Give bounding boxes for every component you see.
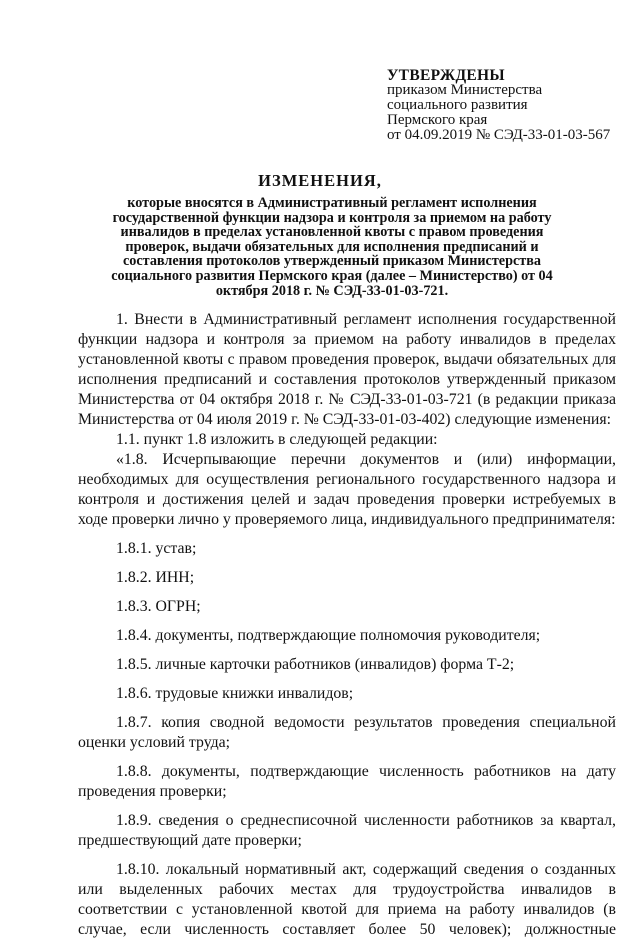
approval-line: социального развития (387, 97, 528, 113)
document-subtitle: которые вносятся в Административный регламент исполнения государственной функции надзора и контроля за приемом на работу инвалидов в пределах установленной квоты с правом проведения проверок, выдачи обязательных для исполнения предписаний и составления протоколов утвержденный приказом Министерства социального развития Пермского края (далее – Министерство) от 04 октября 2018 г. № СЭД-33-01-03-721. (111, 195, 553, 299)
list-item: 1.8.5. личные карточки работников (инвалидов) форма Т-2; (116, 656, 515, 673)
approval-date-number: от 04.09.2019 № СЭД-33-01-03-567 (387, 127, 611, 143)
list-item: 1.8.6. трудовые книжки инвалидов; (116, 685, 354, 702)
list-item: 1.8.2. ИНН; (116, 569, 195, 586)
list-item: 1.8.1. устав; (116, 540, 197, 557)
list-item: 1.8.8. документы, подтверждающие численность работников на дату проведения проверки; (78, 763, 616, 800)
body-paragraph: 1. Внести в Административный регламент исполнения государственной функции надзора и контроля за приемом на работу инвалидов в пределах установленной квоты с правом проведения проверок, выдачи обязательных для исполнения предписаний и составления протоколов утвержденный приказом Министерства от 04 октября 2018 г. № СЭД-33-01-03-721 (в редакции приказа Министерства от 04 июля 2019 г. № СЭД-33-01-03-402) следующие изменения: (78, 311, 616, 428)
document-body (78, 310, 616, 940)
list-item: 1.8.4. документы, подтверждающие полномочия руководителя; (116, 627, 541, 644)
body-paragraph: 1.1. пункт 1.8 изложить в следующей редакции: (116, 431, 438, 448)
document-title: ИЗМЕНЕНИЯ, (258, 171, 382, 190)
approval-heading: УТВЕРЖДЕНЫ (387, 67, 505, 84)
list-item: 1.8.9. сведения о среднесписочной численности работников за квартал, предшествующий дате проверки; (78, 812, 616, 849)
approval-line: Пермского края (387, 112, 488, 128)
approval-block (387, 68, 637, 143)
list-item: 1.8.7. копия сводной ведомости результатов проведения специальной оценки условий труда; (78, 714, 616, 751)
approval-line: приказом Министерства (387, 82, 543, 98)
list-item: 1.8.3. ОГРН; (116, 598, 201, 615)
body-paragraph: «1.8. Исчерпывающие перечни документов и (или) информации, необходимых для осуществления регионального государственного надзора и контроля и достижения целей и задач проведения проверки истребуемых в ходе проверки лично у проверяемого лица, индивидуального предпринимателя: (78, 451, 616, 528)
list-item: 1.8.10. локальный нормативный акт, содержащий сведения о созданных или выделенных рабочих местах для трудоустройства инвалидов в соответствии с установленной квотой для приема на работу инвалидов (в случае, если численность составляет более 50 человек); должностные (78, 861, 616, 938)
